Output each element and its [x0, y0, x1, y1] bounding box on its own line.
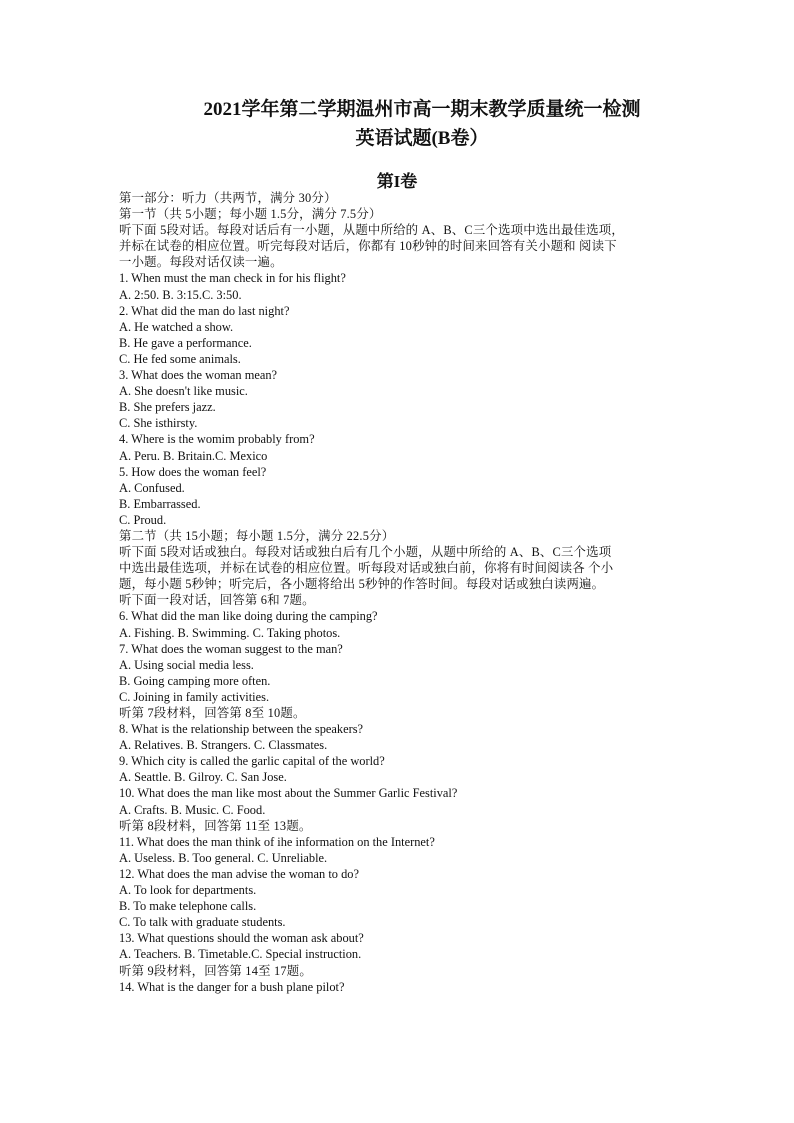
options: A. Peru. B. Britain.C. Mexico: [119, 448, 268, 463]
option: B. Embarrassed.: [119, 496, 201, 511]
option: B. To make telephone calls.: [119, 899, 257, 914]
question: 13. What questions should the woman ask about?: [119, 931, 364, 946]
question: 7. What does the woman suggest to the man?: [119, 641, 343, 656]
option: A. Using social media less.: [119, 657, 254, 672]
question: 14. What is the danger for a bush plane pilot?: [119, 979, 345, 994]
option: B. He gave a performance.: [119, 335, 252, 350]
exam-subtitle: 英语试题(B卷）: [355, 128, 489, 149]
option: C. To talk with graduate students.: [119, 915, 286, 930]
section-heading: 第二节（共 15小题；每小题 1.5分，满分 22.5分）: [119, 528, 395, 543]
instruction-line: 中选出最佳选项，并标在试卷的相应位置。听每段对话或独白前，你将有时间阅读各 个小: [119, 561, 614, 576]
options: A. Teachers. B. Timetable.C. Special instruction.: [119, 947, 362, 962]
question: 11. What does the man think of ihe information on the Internet?: [119, 834, 435, 849]
material-heading: 听第 8段材料，回答第 11至 13题。: [119, 818, 312, 833]
options: A. Relatives. B. Strangers. C. Classmates.: [119, 738, 328, 753]
instruction-line: 并标在试卷的相应位置。听完每段对话后，你都有 10秒钟的时间来回答有关小题和 阅读下: [119, 239, 617, 254]
question: 1. When must the man check in for his flight?: [119, 271, 346, 286]
volume-heading: 第I卷: [376, 172, 418, 191]
option: C. He fed some animals.: [119, 351, 241, 366]
option: C. Joining in family activities.: [119, 689, 270, 704]
instruction-line: 一小题。每段对话仅读一遍。: [119, 255, 283, 270]
options: A. 2:50. B. 3:15.C. 3:50.: [119, 287, 242, 302]
question: 3. What does the woman mean?: [119, 368, 278, 383]
option: B. Going camping more often.: [119, 673, 271, 688]
option: A. He watched a show.: [119, 319, 234, 334]
question: 5. How does the woman feel?: [119, 464, 267, 479]
question: 2. What did the man do last night?: [119, 303, 290, 318]
material-heading: 听下面一段对话，回答第 6和 7题。: [119, 593, 315, 608]
material-heading: 听第 9段材料，回答第 14至 17题。: [119, 963, 312, 978]
material-heading: 听第 7段材料，回答第 8至 10题。: [119, 706, 306, 720]
option: A. Confused.: [119, 480, 185, 495]
question: 10. What does the man like most about the Summer Garlic Festival?: [119, 786, 458, 801]
exam-body: [119, 190, 679, 995]
option: B. She prefers jazz.: [119, 400, 216, 415]
instruction-line: 听下面 5段对话。每段对话后有一小题，从题中所给的 A、B、C三个选项中选出最佳选项，: [119, 223, 624, 238]
question: 12. What does the man advise the woman to do?: [119, 866, 359, 881]
options: A. Crafts. B. Music. C. Food.: [119, 802, 266, 817]
instruction-line: 题，每小题 5秒钟；听完后，各小题将给出 5秒钟的作答时间。每段对话或独白读两遍。: [119, 577, 605, 592]
part-heading: 第一部分：听力（共两节，满分 30分）: [119, 191, 337, 205]
question: 8. What is the relationship between the speakers?: [119, 722, 364, 737]
option: A. She doesn't like music.: [119, 384, 248, 399]
options: A. Fishing. B. Swimming. C. Taking photos.: [119, 625, 341, 640]
option: C. Proud.: [119, 512, 167, 527]
question: 9. Which city is called the garlic capital of the world?: [119, 754, 385, 769]
option: C. She isthirsty.: [119, 416, 198, 431]
options: A. Useless. B. Too general. C. Unreliable.: [119, 850, 328, 865]
option: A. To look for departments.: [119, 883, 257, 898]
exam-title: 2021学年第二学期温州市高一期末教学质量统一检测: [203, 99, 641, 120]
question: 6. What did the man like doing during the camping?: [119, 609, 378, 624]
question: 4. Where is the womim probably from?: [119, 432, 315, 447]
section-heading: 第一节（共 5小题；每小题 1.5分，满分 7.5分）: [119, 207, 382, 222]
instruction-line: 听下面 5段对话或独白。每段对话或独白后有几个小题，从题中所给的 A、B、C三个选项: [119, 545, 612, 560]
options: A. Seattle. B. Gilroy. C. San Jose.: [119, 770, 287, 785]
